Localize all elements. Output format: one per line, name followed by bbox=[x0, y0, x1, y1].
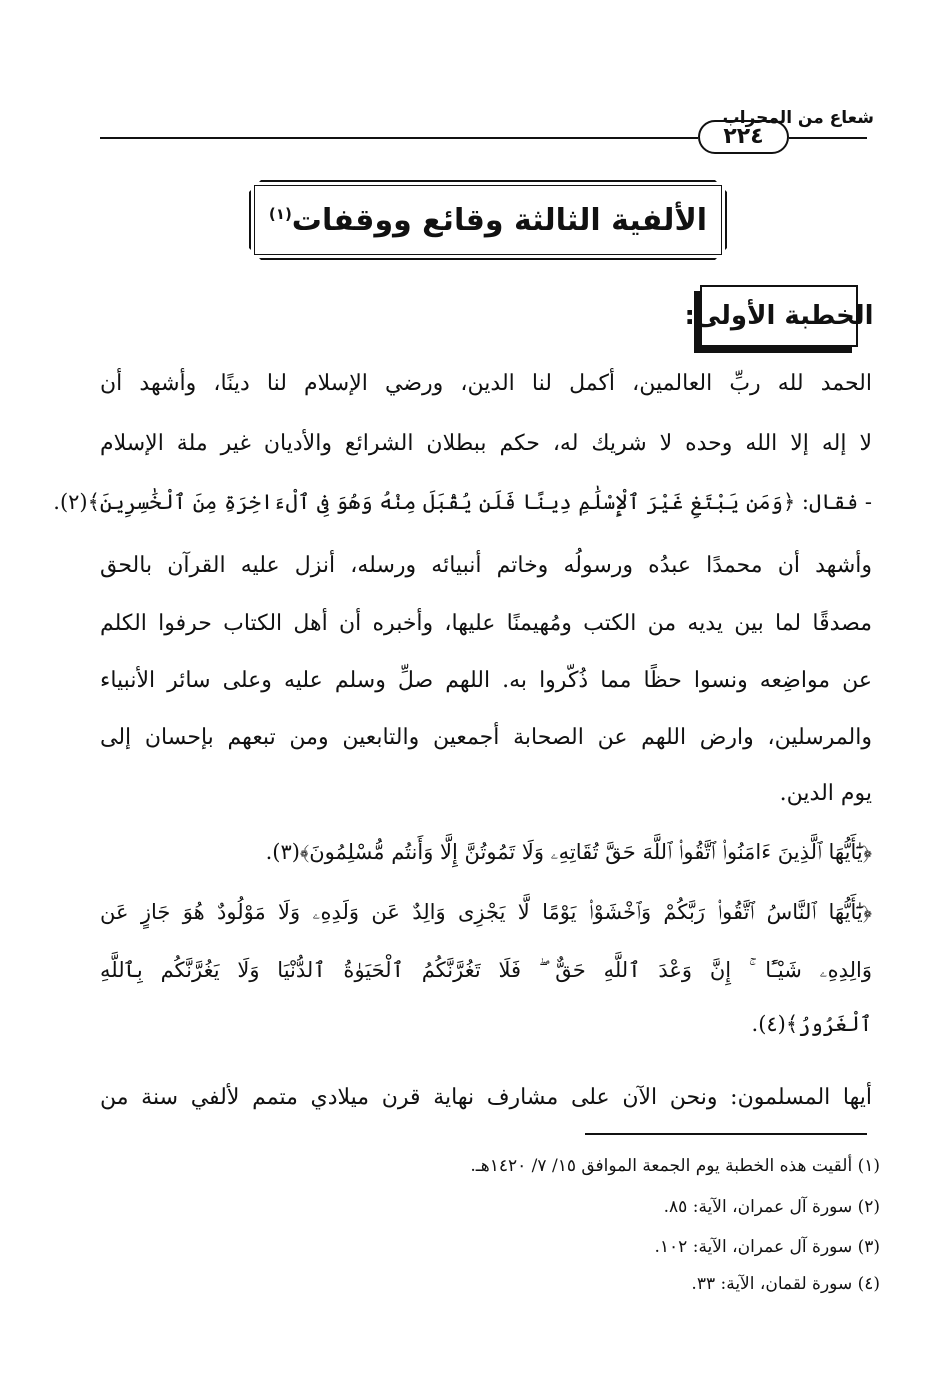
body-line: الحمد لله ربِّ العالمين، أكمل لنا الدين، ورضي الإسلام لنا دينًا، وأشهد أن bbox=[100, 371, 872, 396]
page-number: ٢٢٤ bbox=[698, 120, 789, 154]
body-line: وأشهد أن محمدًا عبدُه ورسولُه وخاتم أنبيائه ورسله، أنزل عليه القرآن بالحق bbox=[100, 553, 872, 578]
chapter-title bbox=[269, 203, 707, 238]
section-label: الخطبة الأولى: bbox=[684, 301, 874, 331]
quran-verse-line: ٱلْغَرُورُ﴾(٤). bbox=[751, 1012, 872, 1036]
quran-verse-line: ﴿يَٰٓأَيُّهَا ٱلَّذِينَ ءَامَنُوا۟ ٱتَّقُوا۟ ٱللَّهَ حَقَّ تُقَاتِهِۦ وَلَا تَمُوتُنَّ إِلَّا وَأَنتُم مُّسْلِمُونَ﴾(٣). bbox=[265, 840, 872, 864]
section-label-box bbox=[684, 285, 874, 347]
title-frame-inner bbox=[254, 185, 722, 255]
header-rule bbox=[100, 137, 698, 139]
body-line: يوم الدين. bbox=[779, 781, 872, 806]
body-line: لا إله إلا الله وحده لا شريك له، حكم ببطلان الشرائع والأديان غير ملة الإسلام bbox=[100, 431, 872, 456]
footnote-rule bbox=[585, 1133, 867, 1135]
footnote: (٣) سورة آل عمران، الآية: ١٠٢. bbox=[654, 1237, 880, 1257]
body-line: مصدقًا لما بين يديه من الكتب ومُهيمنًا عليها، وأخبره أن أهل الكتاب حرفوا الكلم bbox=[100, 611, 872, 636]
footnote: (١) ألقيت هذه الخطبة يوم الجمعة الموافق ١٥/ ٧/ ١٤٢٠هـ. bbox=[470, 1156, 880, 1176]
quran-verse-line: ﴿يَٰٓأَيُّهَا ٱلنَّاسُ ٱتَّقُوا۟ رَبَّكُمْ وَٱخْشَوْا۟ يَوْمًا لَّا يَجْزِى وَالِدٌ عَن وَلَدِهِۦ وَلَا مَوْلُودٌ هُوَ جَازٍ عَن bbox=[100, 900, 872, 924]
title-footnote-ref: (١) bbox=[268, 204, 292, 223]
body-line: والمرسلين، وارض اللهم عن الصحابة أجمعين والتابعين ومن تبعهم بإحسان إلى bbox=[100, 725, 872, 750]
running-title: شعاع من المحراب bbox=[722, 108, 874, 128]
chapter-title-text: الألفية الثالثة وقائع ووقفات bbox=[291, 202, 708, 238]
body-line: - فقال: ﴿وَمَن يَبْتَغِ غَيْرَ ٱلْإِسْلَٰمِ دِينًا فَلَن يُقْبَلَ مِنْهُ وَهُوَ فِى ٱلْءَاخِرَةِ مِنَ ٱلْخَٰسِرِينَ﴾(٢). bbox=[53, 490, 872, 514]
body-line: أيها المسلمون: ونحن الآن على مشارف نهاية قرن ميلادي متمم لألفي سنة من bbox=[100, 1085, 872, 1110]
quran-verse-line: وَالِدِهِۦ شَيْـًٔا ۚ إِنَّ وَعْدَ ٱللَّهِ حَقٌّ ۖ فَلَا تَغُرَّنَّكُمُ ٱلْحَيَوٰةُ ٱلدُّنْيَا وَلَا يَغُرَّنَّكُم بِٱللَّهِ bbox=[100, 958, 872, 982]
header-rule bbox=[789, 137, 867, 139]
footnote: (٤) سورة لقمان، الآية: ٣٣. bbox=[691, 1274, 880, 1294]
body-line: عن مواضِعه ونسوا حظًا مما ذُكّروا به. اللهم صلِّ وسلم عليه وعلى سائر الأنبياء bbox=[100, 668, 872, 693]
footnote: (٢) سورة آل عمران، الآية: ٨٥. bbox=[663, 1197, 880, 1217]
